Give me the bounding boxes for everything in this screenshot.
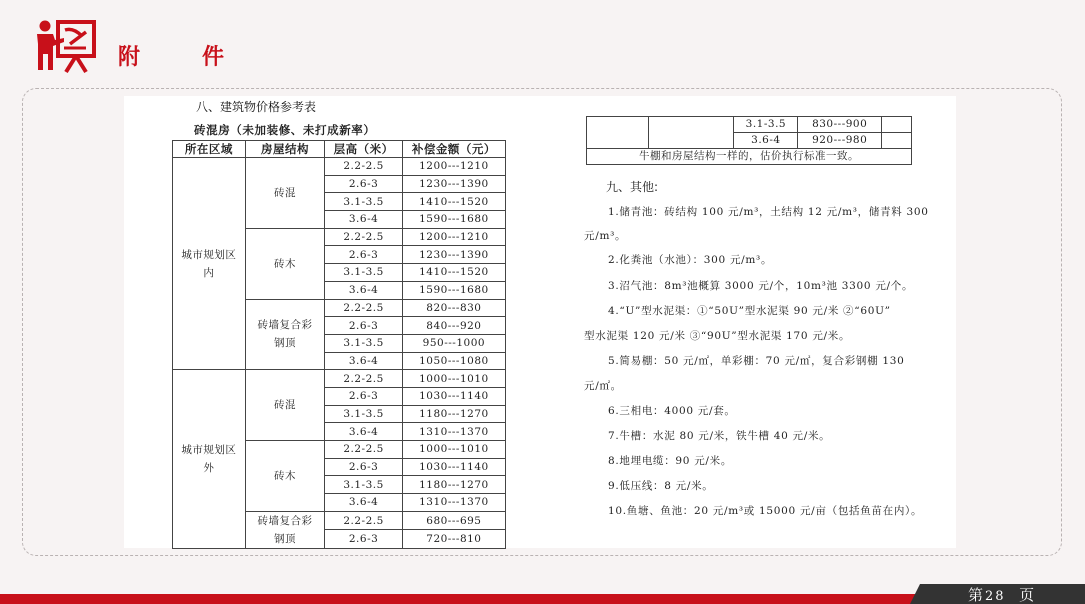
structure-cell: 砖混 [245,370,325,441]
section-9-heading: 九、其他: [606,180,659,194]
height-cell: 2.6-3 [325,387,402,405]
table-row [587,149,912,165]
header-title-left: 附 [118,45,141,70]
party-presenter-icon [34,14,114,86]
text-line: 9.低压线：8 元/米。 [608,480,714,492]
structure-cell: 砖墙复合彩钢顶 [245,299,325,370]
empty-cell [882,133,912,149]
column-header: 房屋结构 [245,141,325,158]
amount-cell: 1410---1520 [402,264,505,282]
amount-cell: 1200---1210 [402,228,505,246]
region-cell: 城市规划区内 [173,158,246,370]
section-8-heading: 八、建筑物价格参考表 [196,100,317,114]
page-number-value: 28 [985,589,1006,604]
height-cell: 2.6-3 [325,317,402,335]
page-number [968,584,1036,604]
height-cell: 3.1-3.5 [734,117,798,133]
amount-cell: 1590---1680 [402,281,505,299]
text-line: 元/㎡。 [584,380,622,392]
amount-cell: 820---830 [402,299,505,317]
amount-cell: 720---810 [402,530,505,549]
amount-cell: 1000---1010 [402,441,505,459]
height-cell: 2.6-3 [325,175,402,193]
height-cell: 3.6-4 [734,133,798,149]
amount-cell: 1050---1080 [402,352,505,370]
height-cell: 3.1-3.5 [325,476,402,494]
amount-cell: 1030---1140 [402,458,505,476]
text-line: 3.沼气池：8m³池概算 3000 元/个，10m³池 3300 元/个。 [608,280,914,292]
structure-cell: 砖墙复合彩钢顶 [245,511,325,548]
column-header: 所在区域 [173,141,246,158]
height-cell: 2.2-2.5 [325,299,402,317]
height-cell: 2.2-2.5 [325,441,402,459]
amount-cell: 950---1000 [402,334,505,352]
height-cell: 2.2-2.5 [325,370,402,388]
amount-cell: 1590---1680 [402,211,505,229]
amount-cell: 680---695 [402,511,505,530]
header-title-right: 件 [202,45,225,70]
text-line: 元/m³。 [584,230,627,242]
height-cell: 3.1-3.5 [325,334,402,352]
amount-cell: 1310---1370 [402,423,505,441]
table-row [173,158,506,176]
structure-cell: 砖木 [245,441,325,512]
height-cell: 3.6-4 [325,423,402,441]
text-line: 10.鱼塘、鱼池：20 元/m³或 15000 元/亩（包括鱼苗在内）。 [608,505,923,517]
text-line: 2.化粪池（水池）：300 元/m³。 [608,254,773,266]
column-header: 层高（米） [325,141,402,158]
amount-cell: 1230---1390 [402,175,505,193]
text-line: 型水泥渠 120 元/米 ③“90U”型水泥渠 170 元/米。 [584,330,851,342]
height-cell: 2.6-3 [325,530,402,549]
text-line: 7.牛槽：水泥 80 元/米，铁牛槽 40 元/米。 [608,430,831,442]
amount-cell: 1230---1390 [402,246,505,264]
table-row [173,370,506,388]
table-row [587,117,912,133]
region-cell [587,117,649,149]
amount-cell: 1310---1370 [402,494,505,512]
region-cell: 城市规划区外 [173,370,246,549]
height-cell: 3.6-4 [325,494,402,512]
height-cell: 2.2-2.5 [325,511,402,530]
amount-cell: 920---980 [798,133,882,149]
amount-cell: 830---900 [798,117,882,133]
text-line: 1.储青池：砖结构 100 元/m³，土结构 12 元/m³，储青料 300 [608,206,929,218]
height-cell: 2.6-3 [325,458,402,476]
structure-cell [648,117,734,149]
amount-cell: 1030---1140 [402,387,505,405]
price-table [172,140,506,549]
height-cell: 3.6-4 [325,352,402,370]
column-header: 补偿金额（元） [402,141,505,158]
height-cell: 2.2-2.5 [325,228,402,246]
empty-cell [882,117,912,133]
amount-cell: 1180---1270 [402,405,505,423]
amount-cell: 1180---1270 [402,476,505,494]
text-line: 6.三相电：4000 元/套。 [608,405,736,417]
height-cell: 3.1-3.5 [325,264,402,282]
amount-cell: 1410---1520 [402,193,505,211]
height-cell: 3.6-4 [325,281,402,299]
page-suffix: 页 [1019,586,1037,604]
table-note: 牛棚和房屋结构一样的，估价执行标准一致。 [587,149,912,165]
amount-cell: 1200---1210 [402,158,505,176]
height-cell: 3.1-3.5 [325,193,402,211]
amount-cell: 1000---1010 [402,370,505,388]
table-header-row [173,141,506,158]
text-line: 4.“U”型水泥渠：①“50U”型水泥渠 90 元/米 ②“60U” [608,305,891,317]
height-cell: 2.2-2.5 [325,158,402,176]
table-subtitle: 砖混房（未加装修、未打成新率） [194,123,376,137]
height-cell: 3.1-3.5 [325,405,402,423]
text-line: 5.简易棚：50 元/㎡，单彩棚：70 元/㎡，复合彩钢棚 130 [608,355,905,367]
amount-cell: 840---920 [402,317,505,335]
height-cell: 2.6-3 [325,246,402,264]
height-cell: 3.6-4 [325,211,402,229]
continuation-table [586,116,912,165]
text-line: 8.地埋电缆：90 元/米。 [608,455,733,467]
page-prefix: 第 [968,586,986,604]
structure-cell: 砖木 [245,228,325,299]
structure-cell: 砖混 [245,158,325,229]
